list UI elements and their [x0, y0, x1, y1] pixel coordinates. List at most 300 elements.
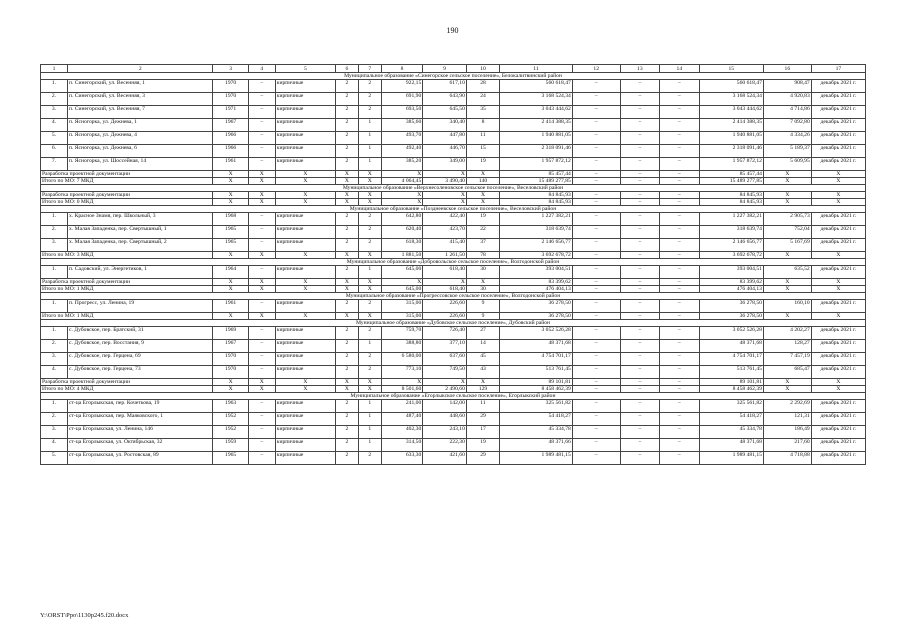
building-cell-col-6: 2	[336, 132, 359, 145]
building-cell-col-12: –	[572, 266, 620, 279]
building-cell-col-14: –	[660, 340, 699, 353]
building-cell-col-7: 2	[358, 452, 381, 465]
summary-cell-col-8: 645,00	[381, 286, 423, 293]
building-cell-col-2: п. Ясногорка, ул. Шоссейная, 14	[68, 158, 213, 171]
summary-cell-col-13: –	[620, 286, 659, 293]
building-cell-col-9: 423,70	[423, 226, 467, 239]
building-cell-col-5: кирпичные	[275, 300, 335, 313]
summary-cell-col-8: 1 881,50	[381, 252, 423, 259]
building-cell-col-17: декабрь 2021 г.	[811, 158, 865, 171]
building-cell-col-9: 643,90	[423, 93, 467, 106]
building-cell-col-14: –	[660, 106, 699, 119]
building-cell-col-3: 1970	[213, 366, 248, 379]
building-cell-col-1: 7.	[41, 158, 68, 171]
building-cell-col-16: 635,52	[763, 266, 811, 279]
building-cell-col-2: х. Малая Западенка, пер. Свертышный, 2	[68, 239, 213, 252]
building-cell-col-2: ст-ца Егорлыкская, пер. Маяковского, 1	[68, 413, 213, 426]
building-cell-col-4: –	[248, 132, 275, 145]
summary-cell-col-15: 84 845,93	[699, 192, 763, 199]
building-cell-col-10: 29	[466, 413, 499, 426]
building-cell-col-17: декабрь 2021 г.	[811, 132, 865, 145]
building-cell-col-11: 325 561,82	[500, 400, 573, 413]
summary-cell-col-7: X	[358, 379, 381, 386]
summary-cell-col-15: 15 489 277,85	[699, 178, 763, 185]
building-cell-col-14: –	[660, 439, 699, 452]
municipality-title: Муниципальное образование «Дубовское сельское поселение», Дубовский район	[41, 320, 866, 327]
summary-label: Разработка проектной документации	[41, 379, 213, 386]
column-number-17: 17	[811, 65, 865, 73]
building-cell-col-9: 421,60	[423, 452, 467, 465]
municipality-title: Муниципальное образование «Верхнесоленовское сельское поселение», Веселовский район	[41, 185, 866, 192]
building-cell-col-3: 1971	[213, 106, 248, 119]
building-cell-col-12: –	[572, 366, 620, 379]
building-cell-col-11: 2 414 388,35	[500, 119, 573, 132]
summary-cell-col-12: –	[572, 279, 620, 286]
summary-cell-col-3: X	[213, 171, 248, 178]
building-cell-col-9: 340,40	[423, 119, 467, 132]
building-row	[41, 145, 866, 158]
summary-cell-col-9: 2 490,60	[423, 386, 467, 393]
building-cell-col-14: –	[660, 132, 699, 145]
building-cell-col-15: 4 754 701,17	[699, 353, 763, 366]
building-cell-col-13: –	[620, 400, 659, 413]
building-cell-col-16: 4 334,26	[763, 132, 811, 145]
building-row	[41, 213, 866, 226]
building-cell-col-1: 2.	[41, 413, 68, 426]
building-cell-col-13: –	[620, 327, 659, 340]
building-cell-col-5: кирпичные	[275, 239, 335, 252]
summary-cell-col-13: –	[620, 379, 659, 386]
building-cell-col-4: –	[248, 226, 275, 239]
summary-cell-col-16: X	[763, 171, 811, 178]
building-cell-col-6: 2	[336, 158, 359, 171]
building-cell-col-15: 48 371,68	[699, 439, 763, 452]
building-cell-col-2: п. Синегорский, ул. Весенняя, 7	[68, 106, 213, 119]
building-cell-col-11: 3 052 526,28	[500, 327, 573, 340]
building-cell-col-1: 4.	[41, 439, 68, 452]
building-cell-col-15: 3 052 526,28	[699, 327, 763, 340]
summary-cell-col-3: X	[213, 192, 248, 199]
building-cell-col-3: 1967	[213, 119, 248, 132]
summary-row	[41, 252, 866, 259]
building-cell-col-15: 2 146 656,77	[699, 239, 763, 252]
building-cell-col-5: кирпичные	[275, 213, 335, 226]
summary-cell-col-5: X	[275, 379, 335, 386]
summary-cell-col-6: X	[336, 171, 359, 178]
building-cell-col-1: 2.	[41, 93, 68, 106]
summary-cell-col-11: 84 845,93	[500, 199, 573, 206]
summary-cell-col-15: 36 278,50	[699, 313, 763, 320]
building-cell-col-13: –	[620, 158, 659, 171]
building-cell-col-14: –	[660, 400, 699, 413]
building-cell-col-9: 447,80	[423, 132, 467, 145]
building-cell-col-8: 773,10	[381, 366, 423, 379]
building-row	[41, 132, 866, 145]
summary-cell-col-5: X	[275, 192, 335, 199]
building-cell-col-9: 446,70	[423, 145, 467, 158]
building-cell-col-16: 685,47	[763, 366, 811, 379]
summary-cell-col-15: 476 404,13	[699, 286, 763, 293]
summary-cell-col-10: X	[466, 279, 499, 286]
building-cell-col-4: –	[248, 119, 275, 132]
building-cell-col-9: 645,50	[423, 106, 467, 119]
building-cell-col-11: 3 043 444,62	[500, 106, 573, 119]
building-cell-col-6: 2	[336, 300, 359, 313]
building-cell-col-13: –	[620, 300, 659, 313]
document-file-path: Y:\ORST\Ppo\1130p245.f20.docx	[40, 612, 129, 619]
building-cell-col-3: 1968	[213, 213, 248, 226]
building-cell-col-17: декабрь 2021 г.	[811, 300, 865, 313]
summary-cell-col-10: X	[466, 171, 499, 178]
summary-cell-col-12: –	[572, 386, 620, 393]
building-cell-col-1: 3.	[41, 239, 68, 252]
column-number-16: 16	[763, 65, 811, 73]
building-cell-col-10: 19	[466, 439, 499, 452]
building-cell-col-5: кирпичные	[275, 366, 335, 379]
building-cell-col-10: 8	[466, 119, 499, 132]
column-number-12: 12	[572, 65, 620, 73]
summary-cell-col-7: X	[358, 286, 381, 293]
building-cell-col-4: –	[248, 340, 275, 353]
building-cell-col-16: 4 714,86	[763, 106, 811, 119]
building-cell-col-17: декабрь 2021 г.	[811, 226, 865, 239]
building-cell-col-16: 4 718,88	[763, 452, 811, 465]
municipality-title: Муниципальное образование «Прогрессовское сельское поселение», Волгодонской район	[41, 293, 866, 300]
building-cell-col-7: 1	[358, 132, 381, 145]
summary-cell-col-4: X	[248, 379, 275, 386]
building-cell-col-1: 4.	[41, 119, 68, 132]
building-cell-col-16: 7 092,80	[763, 119, 811, 132]
building-cell-col-12: –	[572, 400, 620, 413]
building-cell-col-7: 1	[358, 158, 381, 171]
building-cell-col-6: 2	[336, 327, 359, 340]
building-cell-col-7: 2	[358, 106, 381, 119]
building-cell-col-17: декабрь 2021 г.	[811, 452, 865, 465]
building-cell-col-8: 314,50	[381, 439, 423, 452]
building-cell-col-11: 48 371,68	[500, 340, 573, 353]
building-cell-col-12: –	[572, 80, 620, 93]
building-cell-col-2: п. Синегорский, ул. Весенняя, 1	[68, 80, 213, 93]
building-cell-col-1: 3.	[41, 426, 68, 439]
building-cell-col-15: 560 618,47	[699, 80, 763, 93]
building-cell-col-15: 318 639,74	[699, 226, 763, 239]
building-row	[41, 426, 866, 439]
summary-cell-col-12: –	[572, 286, 620, 293]
building-cell-col-13: –	[620, 426, 659, 439]
building-cell-col-1: 1.	[41, 80, 68, 93]
building-cell-col-3: 1970	[213, 93, 248, 106]
building-cell-col-6: 2	[336, 239, 359, 252]
summary-cell-col-6: X	[336, 313, 359, 320]
summary-cell-col-17: X	[811, 286, 865, 293]
building-cell-col-8: 487,40	[381, 413, 423, 426]
building-cell-col-4: –	[248, 80, 275, 93]
summary-cell-col-6: X	[336, 279, 359, 286]
building-cell-col-7: 1	[358, 400, 381, 413]
building-cell-col-6: 2	[336, 266, 359, 279]
building-cell-col-2: ст-ца Егорлыкская, ул. Октябрьская, 32	[68, 439, 213, 452]
building-cell-col-2: п. Ясногорка, ул. Дежнева, 1	[68, 119, 213, 132]
building-cell-col-9: 226,60	[423, 300, 467, 313]
summary-row	[41, 279, 866, 286]
summary-cell-col-13: –	[620, 279, 659, 286]
building-cell-col-9: 243,10	[423, 426, 467, 439]
building-cell-col-7: 1	[358, 413, 381, 426]
summary-cell-col-17: X	[811, 379, 865, 386]
building-cell-col-8: 642,80	[381, 213, 423, 226]
building-cell-col-11: 3 168 524,34	[500, 93, 573, 106]
building-cell-col-5: кирпичные	[275, 158, 335, 171]
summary-cell-col-5: X	[275, 171, 335, 178]
building-cell-col-13: –	[620, 340, 659, 353]
building-cell-col-3: 1952	[213, 413, 248, 426]
building-cell-col-6: 2	[336, 106, 359, 119]
building-cell-col-6: 2	[336, 426, 359, 439]
building-cell-col-17: декабрь 2021 г.	[811, 266, 865, 279]
summary-cell-col-4: X	[248, 386, 275, 393]
summary-cell-col-3: X	[213, 199, 248, 206]
summary-label: Итого по МО: 7 МКД	[41, 178, 213, 185]
column-number-15: 15	[699, 65, 763, 73]
building-cell-col-3: 1967	[213, 340, 248, 353]
summary-cell-col-4: X	[248, 171, 275, 178]
building-cell-col-8: 633,30	[381, 452, 423, 465]
building-cell-col-9: 415,40	[423, 239, 467, 252]
building-cell-col-10: 19	[466, 213, 499, 226]
building-cell-col-12: –	[572, 239, 620, 252]
building-cell-col-8: 618,30	[381, 239, 423, 252]
summary-row	[41, 192, 866, 199]
building-cell-col-7: 2	[358, 239, 381, 252]
building-cell-col-8: 241,00	[381, 400, 423, 413]
building-cell-col-6: 2	[336, 340, 359, 353]
building-cell-col-2: с. Дубовское, пер. Герцена, 73	[68, 366, 213, 379]
building-cell-col-11: 45 334,78	[500, 426, 573, 439]
building-cell-col-10: 28	[466, 80, 499, 93]
building-cell-col-4: –	[248, 353, 275, 366]
building-cell-col-10: 17	[466, 426, 499, 439]
building-cell-col-11: 513 761,45	[500, 366, 573, 379]
building-cell-col-6: 2	[336, 213, 359, 226]
building-cell-col-1: 5.	[41, 452, 68, 465]
building-cell-col-14: –	[660, 93, 699, 106]
building-cell-col-16: 2 905,73	[763, 213, 811, 226]
municipality-title: Муниципальное образование «Синегорское сельское поселение», Белокалитвинский район	[41, 73, 866, 80]
building-cell-col-3: 1964	[213, 266, 248, 279]
column-number-14: 14	[660, 65, 699, 73]
building-cell-col-15: 1 957 872,12	[699, 158, 763, 171]
building-cell-col-14: –	[660, 366, 699, 379]
building-cell-col-10: 9	[466, 300, 499, 313]
summary-cell-col-10: 129	[466, 386, 499, 393]
building-cell-col-16: 7 457,19	[763, 353, 811, 366]
building-cell-col-15: 54 418,27	[699, 413, 763, 426]
summary-cell-col-4: X	[248, 252, 275, 259]
building-cell-col-17: декабрь 2021 г.	[811, 80, 865, 93]
building-cell-col-10: 24	[466, 93, 499, 106]
building-cell-col-10: 19	[466, 158, 499, 171]
summary-cell-col-9: X	[423, 379, 467, 386]
summary-cell-col-6: X	[336, 192, 359, 199]
building-cell-col-1: 5.	[41, 132, 68, 145]
building-cell-col-10: 30	[466, 266, 499, 279]
summary-cell-col-15: 3 692 678,72	[699, 252, 763, 259]
summary-cell-col-15: 8 458 462,39	[699, 386, 763, 393]
building-cell-col-7: 2	[358, 80, 381, 93]
building-cell-col-15: 3 168 524,34	[699, 93, 763, 106]
building-cell-col-14: –	[660, 158, 699, 171]
summary-cell-col-7: X	[358, 199, 381, 206]
summary-cell-col-3: X	[213, 286, 248, 293]
summary-cell-col-8: X	[381, 199, 423, 206]
building-cell-col-4: –	[248, 213, 275, 226]
summary-cell-col-10: X	[466, 192, 499, 199]
building-cell-col-11: 2 146 656,77	[500, 239, 573, 252]
building-row	[41, 327, 866, 340]
building-cell-col-4: –	[248, 366, 275, 379]
building-cell-col-1: 1.	[41, 300, 68, 313]
register-sheet	[40, 64, 866, 465]
building-row	[41, 413, 866, 426]
building-cell-col-14: –	[660, 266, 699, 279]
building-cell-col-17: декабрь 2021 г.	[811, 426, 865, 439]
building-cell-col-1: 2.	[41, 226, 68, 239]
building-cell-col-2: х. Красное Знамя, пер. Школьный, 3	[68, 213, 213, 226]
building-cell-col-8: 492,40	[381, 145, 423, 158]
building-cell-col-8: 385,60	[381, 119, 423, 132]
building-cell-col-7: 2	[358, 300, 381, 313]
building-cell-col-10: 14	[466, 340, 499, 353]
building-cell-col-5: кирпичные	[275, 145, 335, 158]
municipality-section-row	[41, 206, 866, 213]
column-number-5: 5	[275, 65, 335, 73]
building-cell-col-13: –	[620, 353, 659, 366]
summary-cell-col-4: X	[248, 192, 275, 199]
summary-cell-col-3: X	[213, 279, 248, 286]
summary-cell-col-5: X	[275, 178, 335, 185]
municipality-section-row	[41, 259, 866, 266]
building-cell-col-13: –	[620, 132, 659, 145]
building-cell-col-10: 27	[466, 327, 499, 340]
summary-cell-col-8: 4 064,45	[381, 178, 423, 185]
summary-cell-col-11: 89 101,81	[500, 379, 573, 386]
summary-cell-col-17: X	[811, 178, 865, 185]
building-cell-col-9: 726,40	[423, 327, 467, 340]
summary-cell-col-5: X	[275, 279, 335, 286]
summary-cell-col-9: X	[423, 199, 467, 206]
building-cell-col-10: 37	[466, 239, 499, 252]
municipality-section-row	[41, 393, 866, 400]
building-cell-col-15: 2 414 388,35	[699, 119, 763, 132]
building-cell-col-11: 4 754 701,17	[500, 353, 573, 366]
building-cell-col-12: –	[572, 413, 620, 426]
summary-cell-col-13: –	[620, 171, 659, 178]
building-cell-col-1: 6.	[41, 145, 68, 158]
building-cell-col-7: 2	[358, 366, 381, 379]
summary-cell-col-6: X	[336, 379, 359, 386]
building-cell-col-13: –	[620, 93, 659, 106]
building-cell-col-12: –	[572, 213, 620, 226]
building-cell-col-11: 48 371,66	[500, 439, 573, 452]
summary-cell-col-17: X	[811, 171, 865, 178]
building-cell-col-16: 5 189,37	[763, 145, 811, 158]
building-cell-col-15: 2 318 091,46	[699, 145, 763, 158]
building-cell-col-4: –	[248, 239, 275, 252]
summary-cell-col-16: X	[763, 279, 811, 286]
summary-row	[41, 286, 866, 293]
building-cell-col-8: 493,70	[381, 132, 423, 145]
building-cell-col-14: –	[660, 145, 699, 158]
building-cell-col-8: 315,00	[381, 300, 423, 313]
municipality-title: Муниципальное образование «Егорлыкское сельское поселение», Егорлыкский район	[41, 393, 866, 400]
building-cell-col-8: 645,00	[381, 266, 423, 279]
summary-cell-col-5: X	[275, 199, 335, 206]
building-cell-col-3: 1965	[213, 226, 248, 239]
building-cell-col-15: 1 227 382,21	[699, 213, 763, 226]
summary-cell-col-4: X	[248, 178, 275, 185]
building-cell-col-16: 5 167,69	[763, 239, 811, 252]
building-cell-col-15: 1 940 881,05	[699, 132, 763, 145]
summary-label: Разработка проектной документации	[41, 192, 213, 199]
summary-cell-col-16: X	[763, 199, 811, 206]
building-row	[41, 226, 866, 239]
building-cell-col-1: 4.	[41, 366, 68, 379]
column-number-1: 1	[41, 65, 68, 73]
building-cell-col-4: –	[248, 300, 275, 313]
building-cell-col-10: 15	[466, 145, 499, 158]
building-cell-col-14: –	[660, 426, 699, 439]
building-cell-col-11: 560 618,47	[500, 80, 573, 93]
building-cell-col-5: кирпичные	[275, 119, 335, 132]
summary-cell-col-10: X	[466, 379, 499, 386]
municipality-title: Муниципальное образование «Позднеевское сельское поселение», Веселовский район	[41, 206, 866, 213]
building-cell-col-7: 2	[358, 327, 381, 340]
summary-cell-col-14: –	[660, 192, 699, 199]
summary-row	[41, 171, 866, 178]
building-cell-col-16: 4 920,83	[763, 93, 811, 106]
building-cell-col-2: п. Ясногорка, ул. Дежнева, 4	[68, 132, 213, 145]
summary-cell-col-8: X	[381, 379, 423, 386]
building-cell-col-13: –	[620, 106, 659, 119]
building-cell-col-6: 2	[336, 400, 359, 413]
building-cell-col-3: 1966	[213, 132, 248, 145]
summary-cell-col-4: X	[248, 199, 275, 206]
building-cell-col-15: 325 561,82	[699, 400, 763, 413]
building-cell-col-11: 1 227 382,21	[500, 213, 573, 226]
building-cell-col-10: 35	[466, 106, 499, 119]
building-cell-col-12: –	[572, 353, 620, 366]
summary-cell-col-4: X	[248, 313, 275, 320]
building-row	[41, 400, 866, 413]
building-cell-col-12: –	[572, 158, 620, 171]
building-cell-col-12: –	[572, 145, 620, 158]
summary-cell-col-14: –	[660, 386, 699, 393]
building-cell-col-5: кирпичные	[275, 353, 335, 366]
building-cell-col-16: 217,60	[763, 439, 811, 452]
summary-cell-col-17: X	[811, 279, 865, 286]
building-row	[41, 266, 866, 279]
building-cell-col-7: 2	[358, 213, 381, 226]
building-cell-col-9: 637,60	[423, 353, 467, 366]
building-cell-col-13: –	[620, 266, 659, 279]
building-cell-col-5: кирпичные	[275, 106, 335, 119]
building-cell-col-11: 1 989 481,15	[500, 452, 573, 465]
building-cell-col-4: –	[248, 145, 275, 158]
building-cell-col-6: 2	[336, 413, 359, 426]
summary-cell-col-11: 83 399,62	[500, 279, 573, 286]
summary-cell-col-11: 36 278,50	[500, 313, 573, 320]
building-cell-col-16: 2 292,69	[763, 400, 811, 413]
